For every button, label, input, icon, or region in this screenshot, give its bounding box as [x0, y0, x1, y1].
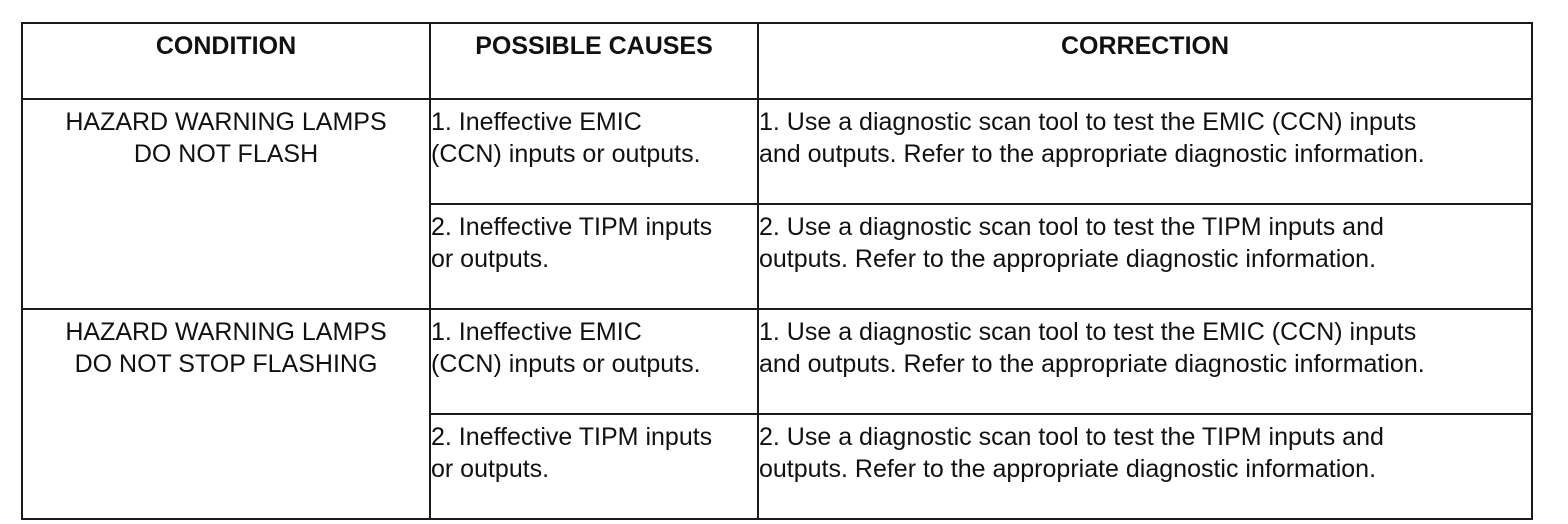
cause-text: 2. Ineffective TIPM inputs	[431, 213, 713, 241]
correction-text: and outputs. Refer to the appropriate diagnostic information.	[759, 140, 1425, 168]
correction-cell	[758, 309, 1532, 414]
correction-text: 1. Use a diagnostic scan tool to test the EMIC (CCN) inputs	[759, 318, 1417, 346]
correction-cell	[758, 204, 1532, 309]
correction-text: outputs. Refer to the appropriate diagnostic information.	[759, 245, 1377, 273]
cause-text: or outputs.	[431, 455, 550, 483]
condition-cell	[22, 99, 430, 309]
cause-text: (CCN) inputs or outputs.	[431, 140, 701, 168]
correction-text: 2. Use a diagnostic scan tool to test the TIPM inputs and	[759, 423, 1384, 451]
correction-cell	[758, 414, 1532, 519]
condition-text: DO NOT STOP FLASHING	[74, 350, 378, 378]
correction-text: 2. Use a diagnostic scan tool to test the TIPM inputs and	[759, 213, 1384, 241]
cause-cell	[430, 414, 758, 519]
cause-text: 1. Ineffective EMIC	[431, 108, 642, 136]
condition-text: HAZARD WARNING LAMPS	[65, 108, 387, 136]
cause-cell	[430, 309, 758, 414]
header-correction: CORRECTION	[758, 23, 1532, 99]
cause-text: (CCN) inputs or outputs.	[431, 350, 701, 378]
table-row	[22, 99, 1532, 204]
table-row	[22, 309, 1532, 414]
condition-cell	[22, 309, 430, 519]
correction-cell	[758, 99, 1532, 204]
correction-text: 1. Use a diagnostic scan tool to test the EMIC (CCN) inputs	[759, 108, 1417, 136]
header-possible-causes: POSSIBLE CAUSES	[430, 23, 758, 99]
cause-text: or outputs.	[431, 245, 550, 273]
cause-cell	[430, 204, 758, 309]
correction-text: and outputs. Refer to the appropriate diagnostic information.	[759, 350, 1425, 378]
correction-text: outputs. Refer to the appropriate diagnostic information.	[759, 455, 1377, 483]
cause-text: 1. Ineffective EMIC	[431, 318, 642, 346]
diagnosis-table	[21, 22, 1533, 520]
condition-text: DO NOT FLASH	[133, 140, 319, 168]
header-condition: CONDITION	[22, 23, 430, 99]
cause-cell	[430, 99, 758, 204]
condition-text: HAZARD WARNING LAMPS	[65, 318, 387, 346]
header-row	[22, 23, 1532, 99]
cause-text: 2. Ineffective TIPM inputs	[431, 423, 713, 451]
